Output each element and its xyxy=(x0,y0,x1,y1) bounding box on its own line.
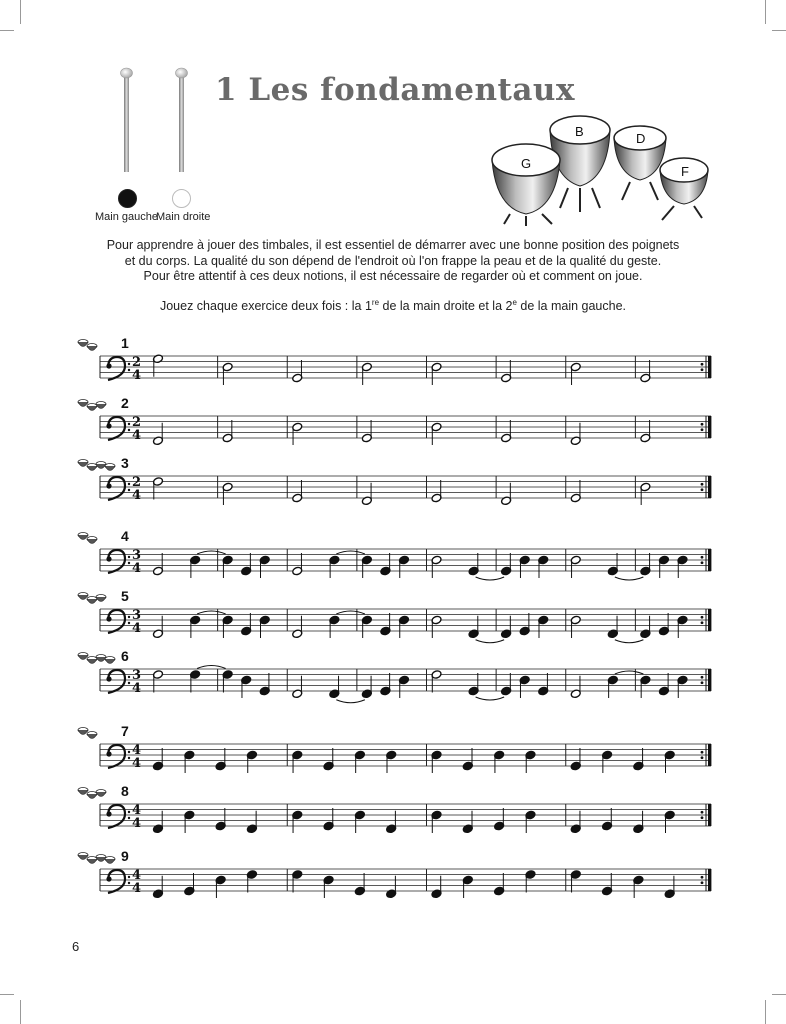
repeat-dot xyxy=(701,616,704,619)
time-signature-bottom: 4 xyxy=(132,488,142,503)
timpani-g-label: G xyxy=(521,156,532,171)
bass-clef-icon xyxy=(108,357,125,380)
intro-line: Pour être attentif à ces deux notions, il est nécessaire de regarder où et comment on joue. xyxy=(143,269,643,283)
time-signature-top: 2 xyxy=(132,415,142,430)
timpani-b-label: B xyxy=(575,124,584,139)
instruction-part: de la main gauche. xyxy=(516,299,627,314)
bass-clef-icon xyxy=(128,616,130,618)
bass-clef-icon xyxy=(106,876,111,881)
tie xyxy=(197,551,226,554)
mini-drum-icon xyxy=(78,595,88,600)
ordinal-suffix: re xyxy=(371,298,380,307)
left-hand-label: Main gauche xyxy=(95,211,158,223)
repeat-barline xyxy=(708,669,711,691)
exercise-8 xyxy=(78,783,711,834)
intro-line: Pour apprendre à jouer des timbales, il est essentiel de démarrer avec une bonne position des poignets xyxy=(106,238,680,252)
tie xyxy=(197,611,226,614)
timpani-f-label: F xyxy=(681,164,689,179)
mini-drum-icon xyxy=(87,346,97,351)
bass-clef-icon xyxy=(128,751,130,753)
bass-clef-icon xyxy=(108,610,125,633)
repeat-dot xyxy=(701,756,704,759)
time-signature-top: 4 xyxy=(132,803,142,818)
bass-clef-icon xyxy=(128,562,130,564)
mini-drum-icon xyxy=(96,857,106,862)
exercise-4 xyxy=(78,528,711,580)
mini-drum-icon xyxy=(87,659,97,664)
time-signature-bottom: 4 xyxy=(132,428,142,443)
mini-drum-icon xyxy=(78,535,88,540)
tie xyxy=(476,577,505,580)
mini-drum-icon xyxy=(105,466,115,471)
time-signature-top: 2 xyxy=(132,355,142,370)
timpani-d-label: D xyxy=(636,131,646,146)
repeat-barline xyxy=(708,549,711,571)
repeat-barline xyxy=(708,356,711,378)
bass-clef-icon xyxy=(128,811,130,813)
bass-clef-icon xyxy=(128,556,130,558)
bass-clef-icon xyxy=(106,483,111,488)
time-signature-bottom: 4 xyxy=(132,561,142,576)
tie xyxy=(336,611,365,614)
mini-drum-icon xyxy=(78,342,88,347)
repeat-dot xyxy=(701,811,704,814)
ordinal-suffix: e xyxy=(512,298,517,307)
repeat-dot xyxy=(701,488,704,491)
mini-drum-icon xyxy=(96,657,106,662)
exercise-2 xyxy=(78,395,711,446)
exercise-number: 6 xyxy=(121,648,129,664)
mini-drum-icon xyxy=(87,406,97,411)
bass-clef-icon xyxy=(128,757,130,759)
bass-clef-icon xyxy=(108,670,125,693)
bass-clef-icon xyxy=(128,622,130,624)
tie xyxy=(476,640,505,643)
time-signature-bottom: 4 xyxy=(132,816,142,831)
instruction-part: de la main droite et la 2 xyxy=(379,299,513,314)
mini-drum-icon xyxy=(78,730,88,735)
repeat-dot xyxy=(701,676,704,679)
mini-drum-icon xyxy=(78,462,88,467)
bass-clef-icon xyxy=(128,882,130,884)
time-signature-bottom: 4 xyxy=(132,681,142,696)
exercise-5 xyxy=(78,588,711,643)
repeat-dot xyxy=(701,881,704,884)
mini-drum-icon xyxy=(87,539,97,544)
bass-clef-icon xyxy=(108,870,125,893)
repeat-dot xyxy=(701,751,704,754)
time-signature-bottom: 4 xyxy=(132,881,142,896)
mini-drum-icon xyxy=(87,734,97,739)
bass-clef-icon xyxy=(106,676,111,681)
repeat-barline xyxy=(708,609,711,631)
bass-clef-icon xyxy=(128,489,130,491)
exercise-number: 9 xyxy=(121,848,129,864)
bass-clef-icon xyxy=(106,556,111,561)
repeat-dot xyxy=(701,681,704,684)
bass-clef-icon xyxy=(106,751,111,756)
exercise-6 xyxy=(78,648,711,703)
bass-clef-icon xyxy=(106,811,111,816)
bass-clef-icon xyxy=(108,477,125,500)
bass-clef-icon xyxy=(106,363,111,368)
page-title: 1 Les fondamentaux xyxy=(215,72,575,108)
tie xyxy=(197,666,226,669)
time-signature-bottom: 4 xyxy=(132,756,142,771)
repeat-dot xyxy=(701,816,704,819)
bass-clef-icon xyxy=(128,429,130,431)
time-signature-top: 4 xyxy=(132,743,142,758)
repeat-dot xyxy=(701,876,704,879)
time-signature-top: 2 xyxy=(132,475,142,490)
repeat-dot xyxy=(701,556,704,559)
tie xyxy=(336,700,365,703)
exercise-number: 1 xyxy=(121,335,129,351)
right-hand-label: Main droite xyxy=(156,211,211,223)
repeat-barline xyxy=(708,416,711,438)
time-signature-bottom: 4 xyxy=(132,368,142,383)
tie xyxy=(336,551,365,554)
repeat-barline xyxy=(708,476,711,498)
repeat-dot xyxy=(701,368,704,371)
tie xyxy=(476,697,505,700)
exercise-1 xyxy=(78,335,711,385)
mini-drum-icon xyxy=(78,655,88,660)
instruction-part: Jouez chaque exercice deux fois : la 1 xyxy=(159,299,372,314)
repeat-dot xyxy=(701,423,704,426)
repeat-barline xyxy=(708,804,711,826)
repeat-dot xyxy=(701,483,704,486)
bass-clef-icon xyxy=(128,682,130,684)
mini-drum-icon xyxy=(96,597,106,602)
exercise-9 xyxy=(78,848,711,899)
exercise-number: 4 xyxy=(121,528,129,544)
mini-drum-icon xyxy=(78,790,88,795)
exercise-number: 8 xyxy=(121,783,129,799)
mini-drum-icon xyxy=(96,792,106,797)
exercise-number: 7 xyxy=(121,723,129,739)
bass-clef-icon xyxy=(106,616,111,621)
mini-drum-icon xyxy=(78,402,88,407)
bass-clef-icon xyxy=(128,817,130,819)
time-signature-top: 3 xyxy=(132,608,142,623)
time-signature-top: 3 xyxy=(132,548,142,563)
repeat-barline xyxy=(708,744,711,766)
mini-drum-icon xyxy=(105,859,115,864)
time-signature-top: 4 xyxy=(132,868,142,883)
bass-clef-icon xyxy=(108,745,125,768)
bass-clef-icon xyxy=(108,805,125,828)
exercise-number: 5 xyxy=(121,588,129,604)
bass-clef-icon xyxy=(128,369,130,371)
repeat-dot xyxy=(701,561,704,564)
bass-clef-icon xyxy=(128,676,130,678)
bass-clef-icon xyxy=(106,423,111,428)
time-signature-top: 3 xyxy=(132,668,142,683)
mini-drum-icon xyxy=(87,599,97,604)
mini-drum-icon xyxy=(105,659,115,664)
bass-clef-icon xyxy=(128,483,130,485)
time-signature-bottom: 4 xyxy=(132,621,142,636)
repeat-dot xyxy=(701,428,704,431)
bass-clef-icon xyxy=(128,363,130,365)
repeat-dot xyxy=(701,621,704,624)
exercise-7 xyxy=(78,723,711,773)
bass-clef-icon xyxy=(108,550,125,573)
exercise-number: 3 xyxy=(121,455,129,471)
mini-drum-icon xyxy=(96,464,106,469)
mini-drum-icon xyxy=(87,466,97,471)
exercise-number: 2 xyxy=(121,395,129,411)
exercise-3 xyxy=(78,455,711,506)
bass-clef-icon xyxy=(128,423,130,425)
intro-line: et du corps. La qualité du son dépend de l'endroit où l'on frappe la peau et de la qualité du geste. xyxy=(124,253,662,268)
mini-drum-icon xyxy=(78,855,88,860)
mini-drum-icon xyxy=(87,859,97,864)
mini-drum-icon xyxy=(96,404,106,409)
mini-drum-icon xyxy=(87,794,97,799)
tie xyxy=(615,640,644,643)
bass-clef-icon xyxy=(108,417,125,440)
repeat-dot xyxy=(701,363,704,366)
tie xyxy=(615,577,644,580)
bass-clef-icon xyxy=(128,876,130,878)
repeat-barline xyxy=(708,869,711,891)
page-number: 6 xyxy=(72,939,80,954)
tie xyxy=(615,671,644,674)
